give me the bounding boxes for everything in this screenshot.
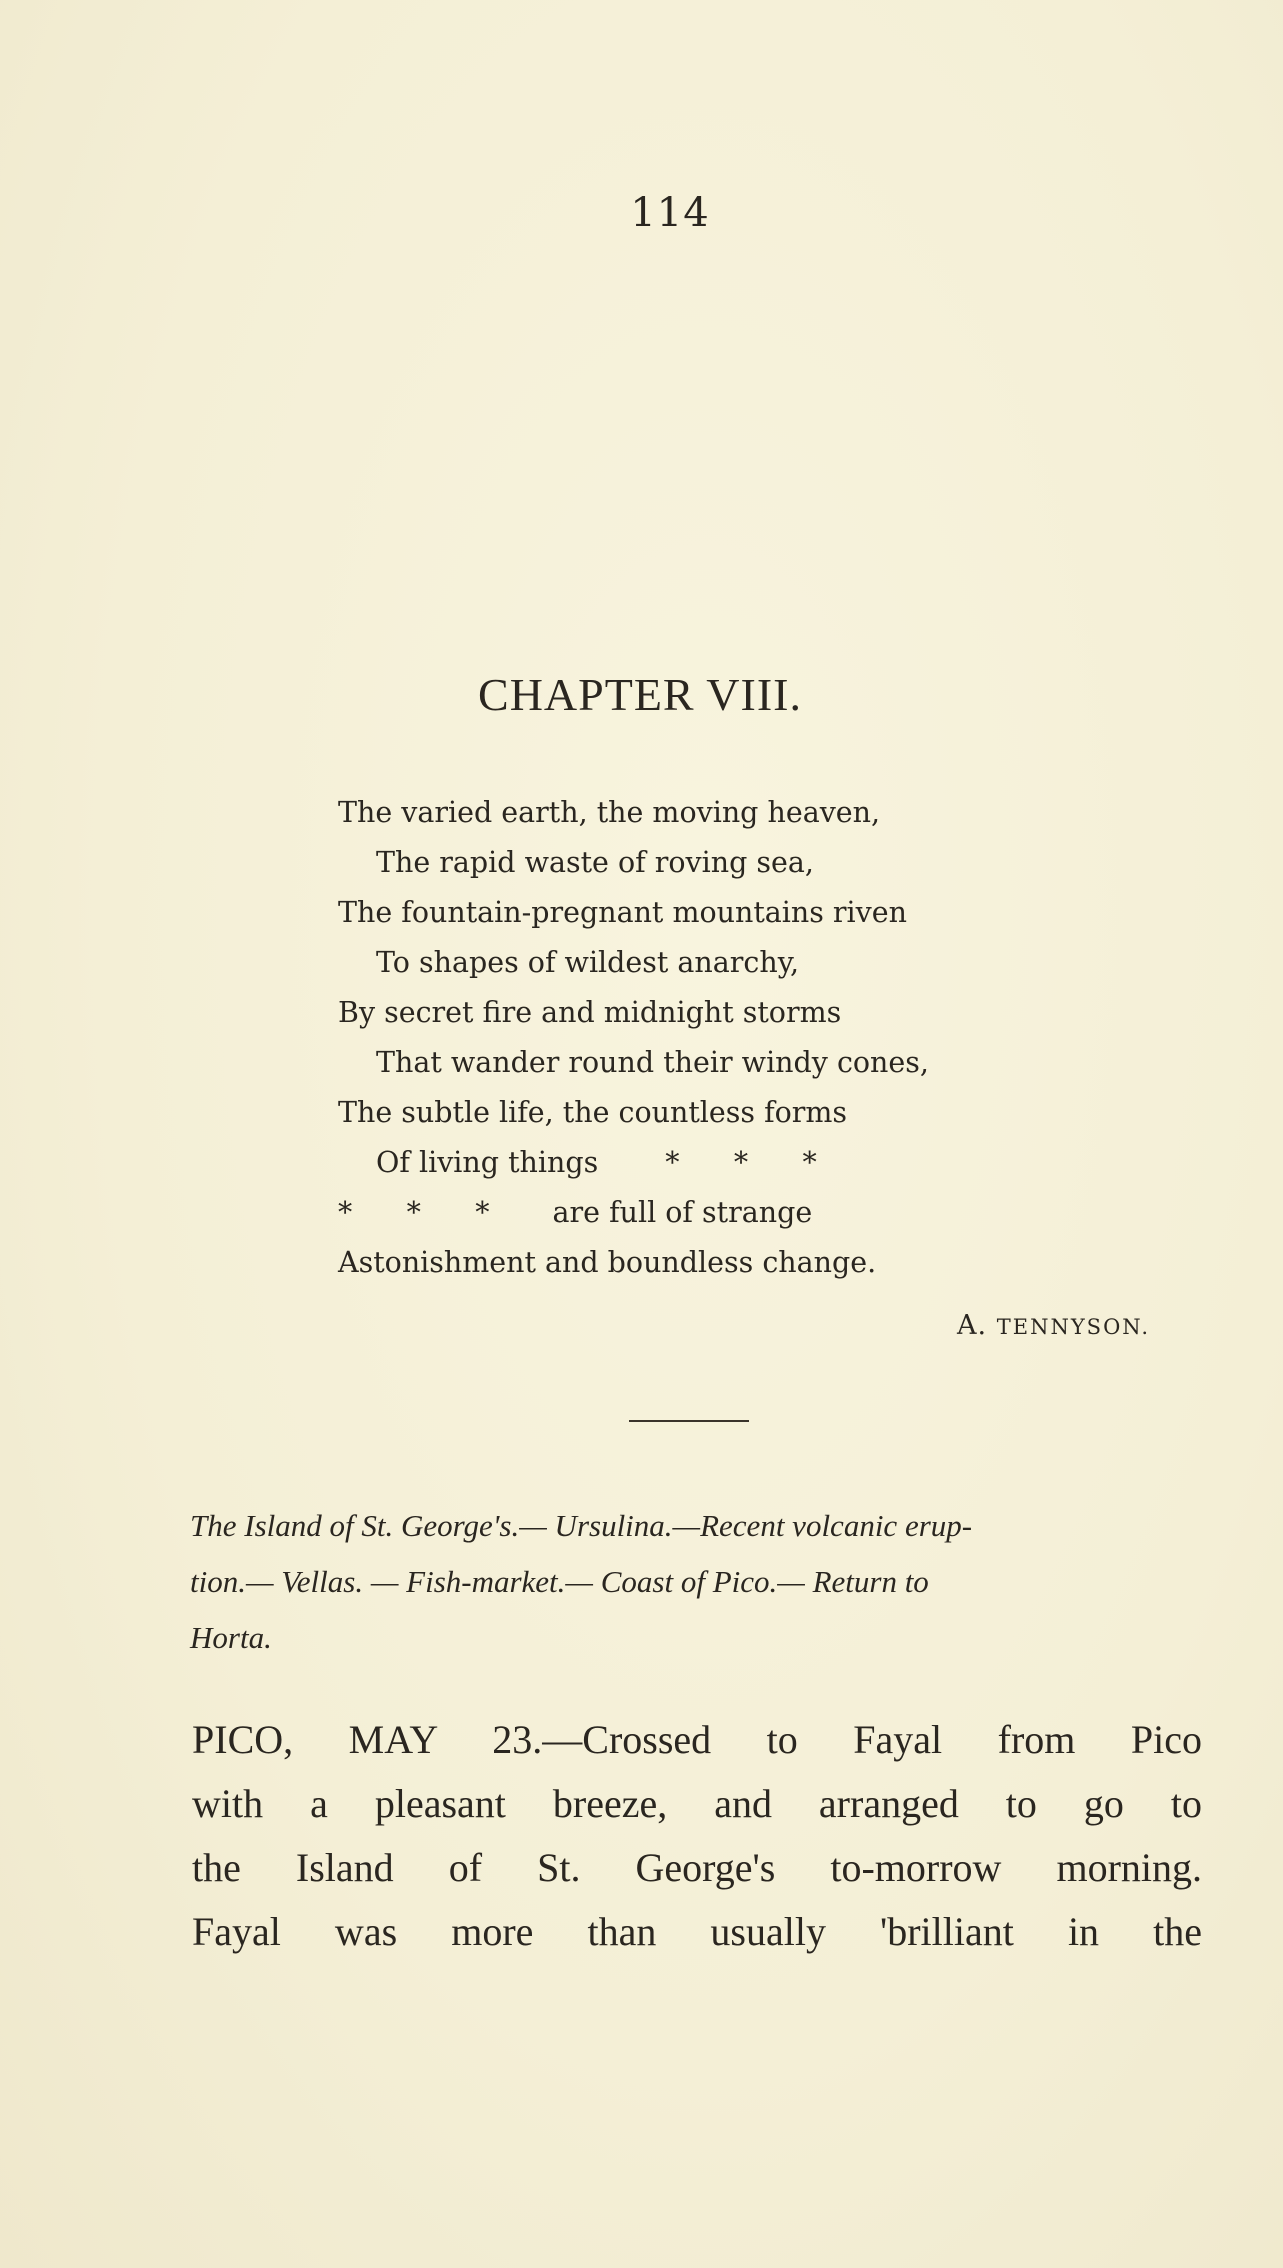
summary-line: tion.— Vellas. — Fish-market.— Coast of Pico.— Return to <box>190 1564 929 1599</box>
verse-line: To shapes of wildest anarchy, <box>376 946 800 979</box>
body-text <box>192 1708 1202 1964</box>
body-line: Fayal was more than usually 'brilliant in the <box>192 1909 1202 1954</box>
summary-line: The Island of St. George's.— Ursulina.—Recent volcanic erup- <box>190 1508 973 1543</box>
verse-line: The subtle life, the countless forms <box>338 1096 848 1129</box>
summary-line: Horta. <box>190 1620 272 1655</box>
verse-line: That wander round their windy cones, <box>376 1046 929 1079</box>
epigraph-verse <box>338 788 1158 1288</box>
verse-line: The varied earth, the moving heaven, <box>338 796 881 829</box>
section-divider <box>629 1420 749 1422</box>
verse-line <box>338 1138 1158 1188</box>
verse-line: Astonishment and boundless change. <box>338 1246 877 1279</box>
verse-line <box>338 1188 1158 1238</box>
author-name: TENNYSON. <box>996 1315 1150 1339</box>
verse-line-text: Of living things <box>376 1146 599 1179</box>
chapter-summary <box>190 1498 1200 1666</box>
ellipsis-stars: * * * <box>665 1146 817 1179</box>
verse-line-text: are full of strange <box>552 1196 813 1229</box>
verse-line: By secret fire and midnight storms <box>338 996 842 1029</box>
body-line: PICO, MAY 23.—Crossed to Fayal from Pico <box>192 1717 1202 1762</box>
body-line: the Island of St. George's to-morrow morning. <box>192 1845 1202 1890</box>
epigraph-attribution <box>700 1310 1150 1341</box>
body-line: with a pleasant breeze, and arranged to go to <box>192 1781 1202 1826</box>
page-number: 114 <box>630 190 710 236</box>
author-initial: A. <box>957 1310 988 1341</box>
ellipsis-stars: * * * <box>338 1196 490 1229</box>
verse-line: The fountain-pregnant mountains riven <box>338 896 907 929</box>
verse-line: The rapid waste of roving sea, <box>376 846 814 879</box>
chapter-title: CHAPTER VIII. <box>478 669 802 720</box>
